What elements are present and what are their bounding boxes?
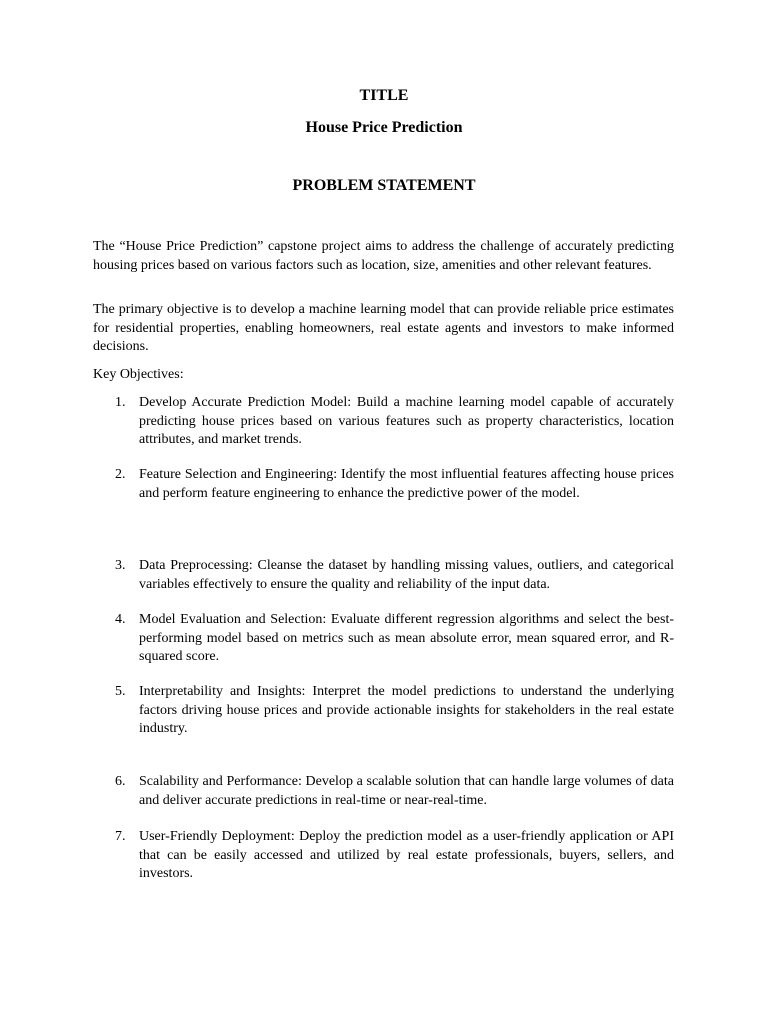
list-item-text: Data Preprocessing: Cleanse the dataset by handling missing values, outliers, and categorical variables effectively to ensure the quality and reliability of the input data.	[139, 558, 674, 592]
list-item-text: Develop Accurate Prediction Model: Build a machine learning model capable of accurately predicting house prices based on various features such as property characteristics, location attributes, and market trends.	[139, 395, 674, 447]
section-heading: PROBLEM STATEMENT	[292, 177, 476, 194]
list-item	[93, 394, 674, 450]
list-item-number: 7.	[115, 829, 126, 844]
objective-paragraph: The primary objective is to develop a machine learning model that can provide reliable price estimates for residential properties, enabling homeowners, real estate agents and investors to make informed decisions.	[93, 302, 674, 354]
list-item-number: 3.	[115, 558, 126, 573]
list-item-number: 5.	[115, 684, 126, 699]
list-item-number: 4.	[115, 612, 126, 627]
document-subtitle: House Price Prediction	[305, 119, 463, 136]
list-item-number: 6.	[115, 774, 126, 789]
list-item	[93, 683, 674, 739]
list-item-text: Model Evaluation and Selection: Evaluate different regression algorithms and select the best-performing model based on metrics such as mean absolute error, mean squared error, and R-squared score.	[139, 612, 674, 664]
list-item	[93, 557, 674, 594]
document-title: TITLE	[359, 87, 409, 104]
list-item	[93, 611, 674, 667]
list-item-text: Interpretability and Insights: Interpret the model predictions to understand the underlying factors driving house prices and provide actionable insights for stakeholders in the real estate industry.	[139, 684, 674, 736]
intro-paragraph: The “House Price Prediction” capstone project aims to address the challenge of accurately predicting housing prices based on various factors such as location, size, amenities and other relevant features.	[93, 239, 674, 273]
list-item-text: Scalability and Performance: Develop a scalable solution that can handle large volumes of data and deliver accurate predictions in real-time or near-real-time.	[139, 774, 674, 808]
list-item-number: 1.	[115, 395, 126, 410]
list-item-text: User-Friendly Deployment: Deploy the prediction model as a user-friendly application or API that can be easily accessed and utilized by real estate professionals, buyers, sellers, and investors.	[139, 829, 674, 881]
list-item-text: Feature Selection and Engineering: Identify the most influential features affecting house prices and perform feature engineering to enhance the predictive power of the model.	[139, 467, 674, 501]
list-item-number: 2.	[115, 467, 126, 482]
list-item	[93, 773, 674, 810]
key-objectives-label: Key Objectives:	[93, 367, 184, 382]
list-item	[93, 828, 674, 884]
list-item	[93, 466, 674, 503]
